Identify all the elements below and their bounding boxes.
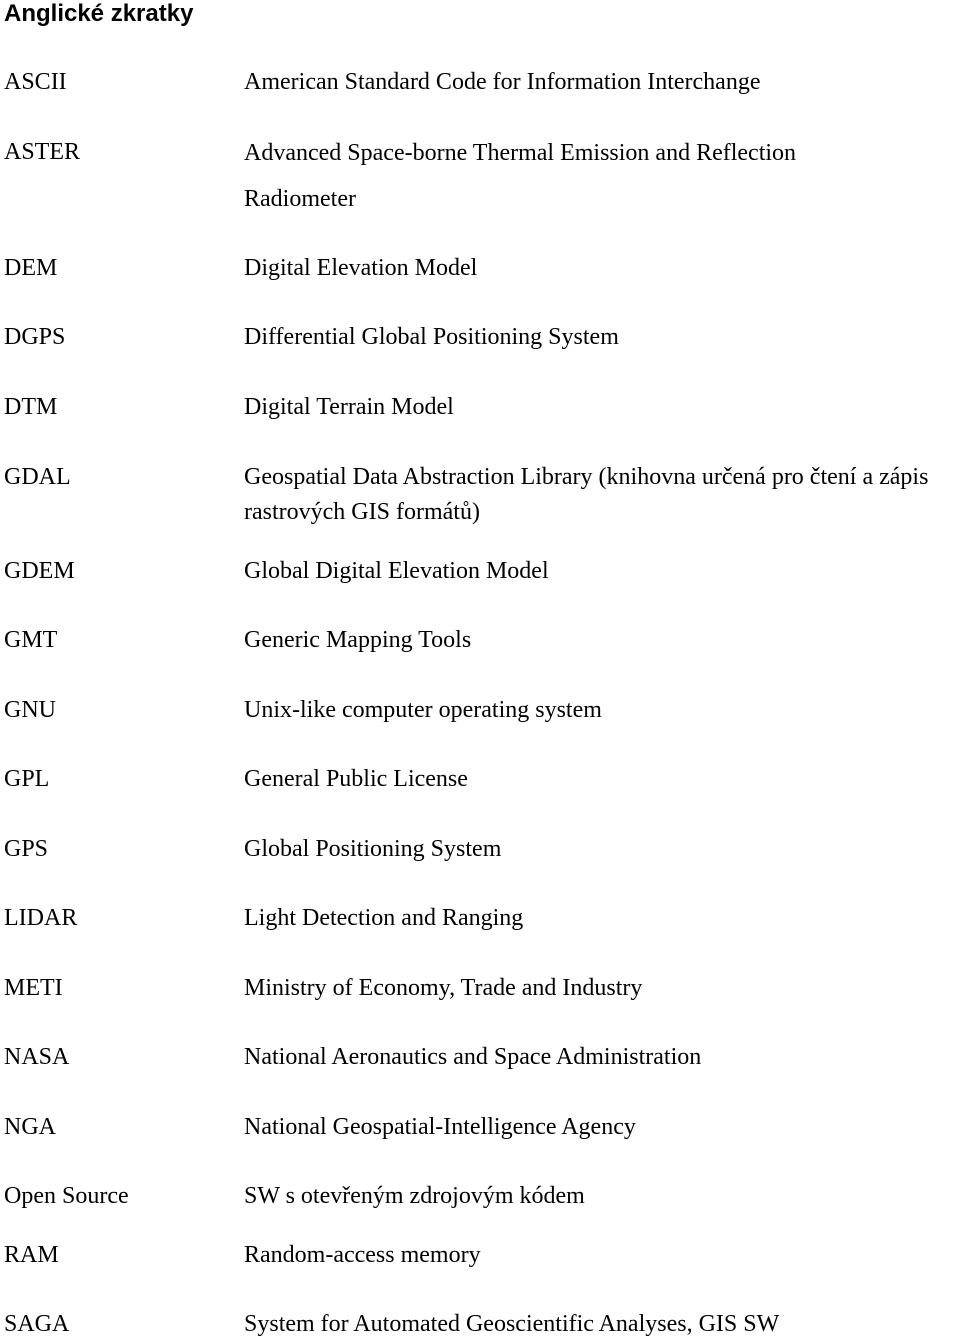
abbreviation: LIDAR — [4, 905, 78, 931]
abbreviation-meaning: Light Detection and Ranging — [244, 905, 524, 931]
abbreviation-meaning: Generic Mapping Tools — [244, 627, 472, 653]
abbreviation: GPS — [4, 836, 49, 862]
abbreviation-meaning: Geospatial Data Abstraction Library (knihovna určená pro čtení a zápis rastrových GIS formátů) — [244, 464, 929, 525]
abbreviation: GMT — [4, 627, 58, 653]
abbreviation: GNU — [4, 697, 56, 723]
abbreviation: Open Source — [4, 1183, 129, 1209]
abbreviation: DGPS — [4, 324, 66, 350]
abbreviation-meaning: Global Digital Elevation Model — [244, 558, 549, 584]
abbreviation-meaning: Advanced Space-borne Thermal Emission and Reflection Radiometer — [244, 140, 797, 212]
abbreviation: SAGA — [4, 1311, 70, 1337]
abbreviation: DEM — [4, 255, 58, 281]
abbreviation-meaning: National Aeronautics and Space Administration — [244, 1044, 702, 1070]
abbreviation-meaning: System for Automated Geoscientific Analyses, GIS SW — [244, 1311, 780, 1337]
abbreviation: METI — [4, 975, 63, 1001]
abbreviation: DTM — [4, 394, 58, 420]
abbreviation: GPL — [4, 766, 50, 792]
abbreviation-meaning: Global Positioning System — [244, 836, 502, 862]
page-title: Anglické zkratky — [4, 0, 194, 27]
abbreviation-meaning: Random-access memory — [244, 1242, 481, 1268]
abbreviation-meaning: Digital Terrain Model — [244, 394, 454, 420]
abbreviation-meaning: Digital Elevation Model — [244, 255, 478, 281]
abbreviation-meaning: National Geospatial-Intelligence Agency — [244, 1114, 636, 1140]
abbreviation: ASTER — [4, 139, 81, 165]
abbreviation-meaning: Differential Global Positioning System — [244, 324, 619, 350]
abbreviation: NGA — [4, 1114, 56, 1140]
abbreviation: NASA — [4, 1044, 70, 1070]
abbreviation-meaning: Unix-like computer operating system — [244, 697, 602, 723]
abbreviation: ASCII — [4, 69, 67, 95]
abbreviation: GDAL — [4, 464, 71, 490]
abbreviation-meaning: Ministry of Economy, Trade and Industry — [244, 975, 643, 1001]
abbreviation-meaning: American Standard Code for Information Interchange — [244, 69, 761, 95]
abbreviation: RAM — [4, 1242, 59, 1268]
abbreviation-meaning: General Public License — [244, 766, 468, 792]
abbreviation: GDEM — [4, 558, 75, 584]
abbreviation-meaning: SW s otevřeným zdrojovým kódem — [244, 1183, 585, 1209]
